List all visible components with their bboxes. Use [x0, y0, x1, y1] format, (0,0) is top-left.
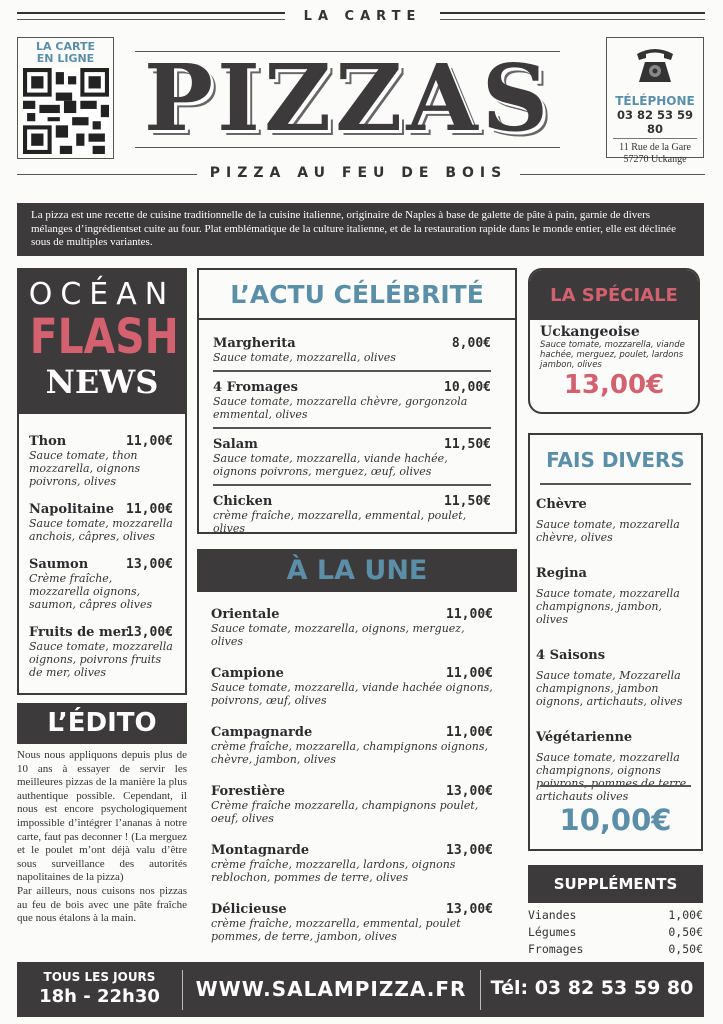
item-description: crème fraîche, mozzarella, champignons oignons, chèvre, jambon, olives — [211, 740, 488, 766]
divider — [213, 484, 491, 486]
address-line-1: 11 Rue de la Gare — [619, 142, 691, 153]
qr-label: LA CARTE EN LIGNE — [36, 40, 95, 65]
item-description: crème fraîche, mozzarella, emmental, poulet, olives — [213, 509, 467, 535]
item-price: 13,00€ — [446, 843, 493, 858]
une-title: À LA UNE — [197, 549, 517, 592]
speciale-desc: Sauce tomate, mozzarella, viande hachée, merguez, poulet, lardons jambon, olives — [540, 340, 685, 370]
footer-website[interactable]: WWW.SALAMPIZZA.FR — [195, 977, 467, 1001]
menu-item — [211, 725, 493, 766]
menu-item — [213, 336, 491, 364]
subtitle: PIZZA AU FEU DE BOIS — [209, 165, 508, 181]
supplement-row — [528, 941, 703, 958]
item-description: Sauce tomate, mozzarella, viande hachée oignons, poivrons, œuf, olives — [211, 681, 493, 707]
item-name: Thon — [29, 434, 67, 449]
speciale-name: Uckangeoise — [540, 324, 640, 340]
item-price: 11,00€ — [446, 725, 493, 740]
menu-item — [211, 607, 493, 648]
item-name: Saumon — [29, 557, 89, 572]
speciale-section — [528, 268, 700, 414]
supplement-price: 0,50€ — [668, 925, 703, 939]
main-title: PIZZAS — [143, 44, 553, 152]
supplements-title: SUPPLÉMENTS — [528, 865, 703, 903]
divider — [540, 785, 691, 787]
phone-label: TÉLÉPHONE — [615, 94, 695, 108]
item-name: Végétarienne — [536, 730, 633, 745]
footer-phone[interactable]: Tél: 03 82 53 59 80 — [490, 977, 694, 999]
actu-section — [197, 268, 517, 534]
item-description: Sauce tomate, mozzarella champignons, oignons poivrons, pommes de terre artichauts olives — [536, 751, 687, 803]
item-description: Sauce tomate, mozzarella chèvre, olives — [536, 518, 680, 544]
item-description: Sauce tomate, thon mozzarella, oignons poivrons, olives — [29, 449, 141, 488]
menu-item — [29, 434, 173, 488]
qr-code-icon[interactable] — [23, 68, 109, 154]
qr-box[interactable] — [17, 37, 114, 159]
speciale-price: 13,00€ — [563, 370, 665, 400]
supplements-list — [528, 907, 703, 958]
ocean-list — [17, 414, 187, 695]
edito-paragraph: Par ailleurs, nous cuisons nos pizzas au feu de bois avec une pâte fraîche que nous étalons à la main. — [17, 884, 187, 925]
divers-list — [530, 485, 701, 803]
flash-title: FLASH — [29, 309, 179, 365]
ocean-title: OCÉAN — [28, 277, 176, 312]
edito-paragraph: Nous nous appliquons depuis plus de 10 ans à essayer de servir les meilleures pizzas de la manière la plus authentique possible. Cependant, il nous est encore psychologiquement impossible d’intégrer l’ananas à notre carte, faut pas deconner ! (La merguez et le poulet m’ont déjà valu d’être sous surveillance des autorités napolitaines de la pizza) — [17, 749, 187, 884]
menu-item — [536, 566, 693, 626]
divider — [213, 370, 491, 372]
item-price: 13,00€ — [446, 784, 493, 799]
menu-item — [536, 730, 693, 803]
item-description: crème fraîche, mozzarella, emmental, poulet pommes, de terre, jambon, olives — [211, 917, 461, 943]
item-name: 4 Fromages — [213, 380, 298, 395]
item-name: Margherita — [213, 336, 296, 351]
item-price: 11,50€ — [444, 437, 491, 452]
menu-item — [211, 784, 493, 825]
edito-title: L’ÉDITO — [17, 703, 187, 744]
item-price: 13,00€ — [446, 902, 493, 917]
item-name: Campione — [211, 666, 284, 681]
item-price: 11,00€ — [446, 607, 493, 622]
ocean-flash-header — [17, 268, 187, 414]
item-description: Crème fraîche, mozzarella oignons, saumon, câpres olives — [29, 572, 153, 611]
item-description: Crème fraîche mozzarella, champignons poulet, oeuf, olives — [211, 799, 479, 825]
menu-item — [213, 380, 491, 421]
item-description: Sauce tomate, mozzarella champignons, jambon, olives — [536, 587, 680, 626]
footer-days: TOUS LES JOURS — [43, 970, 156, 984]
speciale-title: LA SPÉCIALE — [530, 270, 698, 320]
divider — [213, 427, 491, 429]
item-description: Sauce tomate, mozzarella, viande hachée, oignons poivrons, merguez, œuf, olives — [213, 452, 448, 478]
menu-item — [211, 843, 493, 884]
item-name: Chicken — [213, 494, 273, 509]
supplement-price: 0,50€ — [668, 942, 703, 956]
item-price: 11,00€ — [446, 666, 493, 681]
menu-item — [536, 648, 693, 708]
item-description: Sauce tomate, mozzarella, oignons, merguez, olives — [211, 622, 465, 648]
item-name: Regina — [536, 566, 587, 581]
menu-item — [211, 902, 493, 943]
contact-box — [606, 37, 704, 165]
divers-price: 10,00€ — [559, 803, 672, 837]
actu-title: L’ACTU CÉLÉBRITÉ — [199, 270, 515, 320]
divider — [17, 12, 285, 14]
item-price: 13,00€ — [126, 557, 173, 572]
divers-title: FAIS DIVERS — [540, 435, 691, 485]
item-description: Sauce tomate, mozzarella anchois, câpres, olives — [29, 517, 173, 543]
address-line-2: 57270 Uckange — [623, 154, 687, 165]
intro-text: La pizza est une recette de cuisine traditionnelle de la cuisine italienne, originaire de Naples à base de galette de pâte à pain, garnie de divers mélanges d’ingrédientset cuite au four. Plat emblématique de la culture italienne, et de la restauration rapide dans le monde entier, elle est déclinée sous de multiples variantes. — [17, 203, 704, 256]
divider — [135, 147, 560, 148]
item-description: Sauce tomate, mozzarella, olives — [213, 351, 396, 364]
supplement-price: 1,00€ — [668, 908, 703, 922]
divers-section — [528, 433, 703, 851]
supplement-name: Fromages — [528, 942, 584, 956]
menu-item — [213, 494, 491, 535]
item-name: Délicieuse — [211, 902, 287, 917]
item-price: 8,00€ — [451, 336, 491, 351]
item-description: Sauce tomate, mozzarella chèvre, gorgonzola emmental, olives — [213, 395, 468, 421]
item-name: Napolitaine — [29, 502, 115, 517]
supplement-name: Viandes — [528, 908, 577, 922]
menu-item — [536, 497, 693, 544]
footer-hours: 18h - 22h30 — [39, 986, 160, 1007]
item-name: Forestière — [211, 784, 285, 799]
phone-number[interactable]: 03 82 53 59 80 — [613, 108, 697, 139]
menu-item — [29, 502, 173, 543]
divider — [17, 19, 285, 20]
item-price: 11,50€ — [444, 494, 491, 509]
news-title: NEWS — [45, 363, 159, 401]
divider — [17, 174, 197, 175]
item-name: 4 Saisons — [536, 648, 606, 663]
menu-item — [29, 625, 173, 679]
item-name: Salam — [213, 437, 258, 452]
item-price: 11,00€ — [126, 502, 173, 517]
item-description: crème fraîche, mozzarella, lardons, oignons reblochon, pommes de terre, olives — [211, 858, 456, 884]
divider — [440, 12, 705, 14]
item-name: Campagnarde — [211, 725, 313, 740]
item-name: Fruits de mer — [29, 625, 128, 640]
supplement-name: Légumes — [528, 925, 577, 939]
footer — [17, 962, 704, 1017]
item-description: Sauce tomate, mozzarella oignons, poivrons fruits de mer, olives — [29, 640, 173, 679]
divider — [520, 174, 705, 175]
item-price: 13,00€ — [126, 625, 173, 640]
une-list — [211, 607, 493, 961]
actu-list — [199, 320, 515, 535]
telephone-icon — [633, 44, 677, 86]
menu-item — [213, 437, 491, 478]
supplement-row — [528, 907, 703, 924]
item-name: Montagnarde — [211, 843, 310, 858]
item-name: Chèvre — [536, 497, 587, 512]
item-price: 10,00€ — [444, 380, 491, 395]
item-description: Sauce tomate, Mozzarella champignons, jambon oignons, artichauts, olives — [536, 669, 683, 708]
supplement-row — [528, 924, 703, 941]
edito-text — [17, 749, 187, 926]
item-name: Orientale — [211, 607, 280, 622]
top-label: LA CARTE — [303, 9, 422, 24]
divider — [440, 19, 705, 20]
menu-item — [211, 666, 493, 707]
item-price: 11,00€ — [126, 434, 173, 449]
menu-item — [29, 557, 173, 611]
